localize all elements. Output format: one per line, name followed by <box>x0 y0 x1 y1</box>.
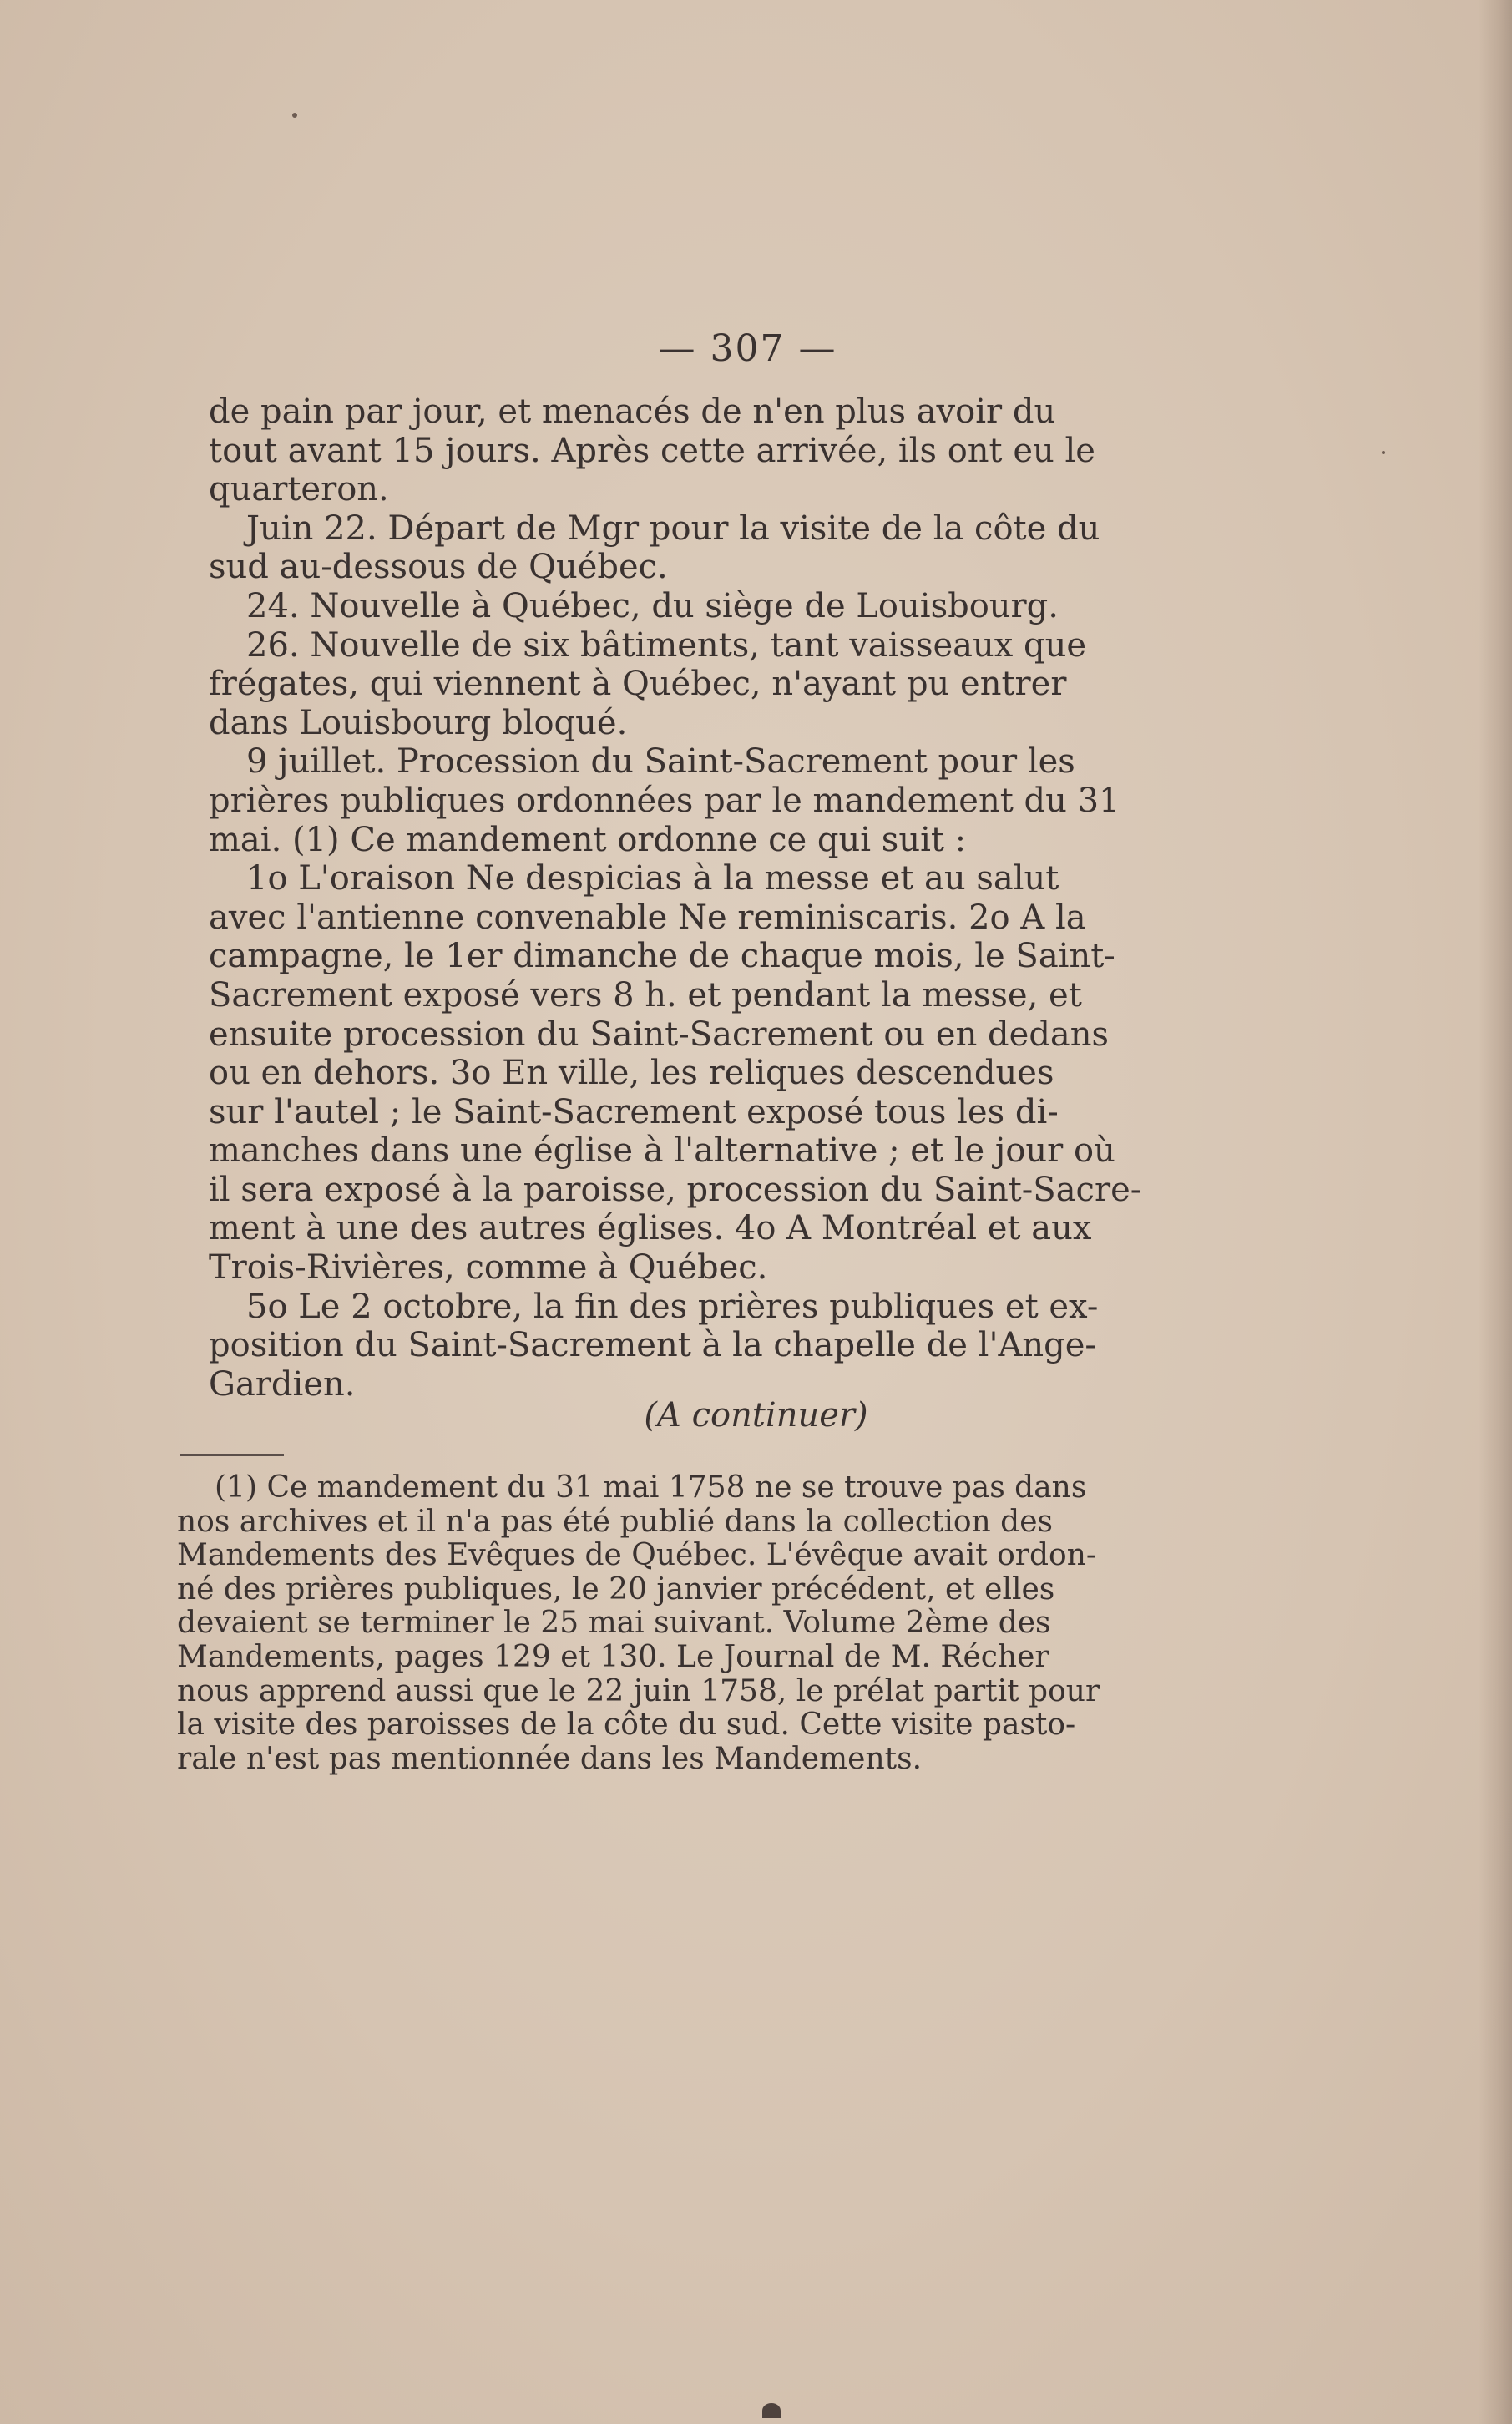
text-line: quarteron. <box>209 470 389 509</box>
text-line: il sera exposé à la paroisse, procession du Saint-Sacre- <box>209 1170 1142 1209</box>
footnote <box>177 1470 1100 1776</box>
footnote-line: rale n'est pas mentionnée dans les Mandements. <box>177 1741 923 1776</box>
body-text <box>209 392 1142 1404</box>
text-line: sur l'autel ; le Saint-Sacrement exposé tous les di- <box>209 1092 1059 1131</box>
footnote-line: Mandements, pages 129 et 130. Le Journal de M. Récher <box>177 1639 1049 1674</box>
text-line: ment à une des autres églises. 4o A Montréal et aux <box>209 1209 1092 1248</box>
footnote-line: devaient se terminer le 25 mai suivant. Volume 2ème des <box>177 1606 1051 1641</box>
page-number: — 307 — <box>658 327 837 370</box>
text-line: ou en dehors. 3o En ville, les reliques descendues <box>209 1054 1054 1093</box>
text-line: sud au-dessous de Québec. <box>209 548 668 587</box>
text-line: 24. Nouvelle à Québec, du siège de Louisbourg. <box>246 586 1059 625</box>
footnote-line: nos archives et il n'a pas été publié dans la collection des <box>177 1504 1054 1539</box>
text-line: 9 juillet. Procession du Saint-Sacrement pour les <box>246 742 1075 782</box>
continuation-note: (A continuer) <box>644 1396 868 1435</box>
paper-speck <box>1382 451 1385 454</box>
text-line: ensuite procession du Saint-Sacrement ou en dedans <box>209 1015 1110 1054</box>
text-line: position du Saint-Sacrement à la chapelle de l'Ange- <box>209 1326 1096 1365</box>
text-line: mai. (1) Ce mandement ordonne ce qui suit : <box>209 820 967 859</box>
text-line: manches dans une église à l'alternative ; et le jour où <box>209 1131 1115 1171</box>
footnote-line: Mandements des Evêques de Québec. L'évêque avait ordon- <box>177 1538 1097 1573</box>
footnote-line: la visite des paroisses de la côte du sud. Cette visite pasto- <box>177 1708 1076 1743</box>
text-line: avec l'antienne convenable Ne reminiscaris. 2o A la <box>209 898 1086 937</box>
text-line: tout avant 15 jours. Après cette arrivée, ils ont eu le <box>209 431 1095 470</box>
ornament-mark <box>762 2403 781 2418</box>
text-line: Gardien. <box>209 1364 356 1404</box>
text-line: 26. Nouvelle de six bâtiments, tant vaisseaux que <box>246 625 1087 665</box>
text-line: prières publiques ordonnées par le mandement du 31 <box>209 781 1120 820</box>
text-line: frégates, qui viennent à Québec, n'ayant pu entrer <box>209 665 1067 704</box>
footnote-line: nous apprend aussi que le 22 juin 1758, le prélat partit pour <box>177 1673 1100 1708</box>
text-line: Sacrement exposé vers 8 h. et pendant la messe, et <box>209 975 1082 1015</box>
text-line: 5o Le 2 octobre, la fin des prières publiques et ex- <box>246 1287 1099 1326</box>
paper-speck <box>292 113 297 118</box>
text-line: 1o L'oraison Ne despicias à la messe et au salut <box>246 859 1059 898</box>
text-line: dans Louisbourg bloqué. <box>209 703 628 742</box>
footnote-line: né des prières publiques, le 20 janvier précédent, et elles <box>177 1571 1055 1607</box>
text-line: de pain par jour, et menacés de n'en plus avoir du <box>209 392 1056 431</box>
footnote-rule <box>180 1454 284 1456</box>
footnote-line: (1) Ce mandement du 31 mai 1758 ne se trouve pas dans <box>215 1470 1087 1505</box>
text-line: Juin 22. Départ de Mgr pour la visite de la côte du <box>246 509 1100 548</box>
text-line: campagne, le 1er dimanche de chaque mois, le Saint- <box>209 937 1115 976</box>
text-line: Trois-Rivières, comme à Québec. <box>209 1248 768 1288</box>
